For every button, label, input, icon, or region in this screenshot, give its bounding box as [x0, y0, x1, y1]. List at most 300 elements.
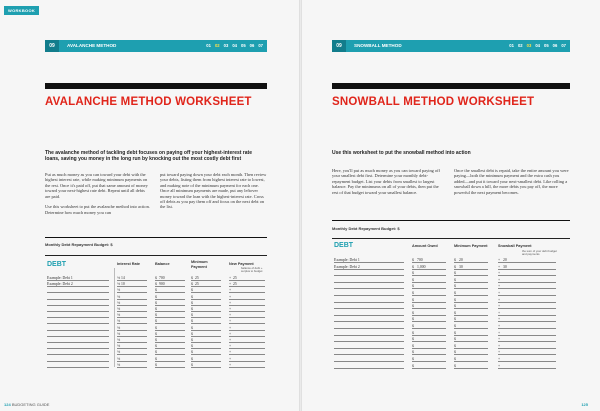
- row-line: [498, 321, 556, 322]
- dollar-sign: $: [412, 291, 414, 295]
- row-line: [334, 275, 404, 276]
- dollar-sign: $: [191, 282, 193, 287]
- row-line: [191, 280, 221, 281]
- row-line: [498, 308, 556, 309]
- row-line: [454, 295, 488, 296]
- step-indicator: [509, 40, 566, 52]
- intro-text: The avalanche method of tackling debt focuses on paying off your highest-interest rate loans, saving you money in the long run by knocking out the most costly debt first: [45, 150, 252, 162]
- row-line: [229, 311, 265, 312]
- dollar-sign: $: [412, 343, 414, 348]
- dollar-sign: $: [191, 325, 193, 330]
- row-line: [155, 280, 185, 281]
- step-01: 01: [509, 43, 514, 48]
- row-line: [412, 348, 446, 349]
- dollar-sign: $: [454, 264, 456, 269]
- dollar-sign: $: [412, 271, 414, 276]
- row-line: [498, 315, 556, 316]
- row-line: [334, 295, 404, 296]
- dollar-sign: $: [412, 304, 414, 309]
- percent-sign: %: [117, 307, 121, 311]
- percent-sign: %: [117, 276, 121, 280]
- col-minimum-payment: Minimum Payment: [454, 244, 488, 248]
- plus-sign: +: [498, 343, 501, 348]
- row-line: [498, 275, 556, 276]
- plus-sign: +: [229, 282, 232, 287]
- row-line: [155, 342, 185, 343]
- dollar-sign: $: [454, 317, 456, 322]
- body-column-1: Here, you'll put as much money as you can toward paying off your smallest debt first. Determine your monthly debt-repayment budget. List your debts from smallest to largest balance. Pay the minimums on all of your debts, then put the rest of that budget toward your smallest balance.: [332, 168, 441, 195]
- amount-owed-cell: 1,000: [417, 264, 426, 269]
- dollar-sign: $: [155, 319, 157, 324]
- row-line: [412, 354, 446, 355]
- chapter-title: SNOWBALL METHOD: [354, 43, 402, 48]
- dollar-sign: $: [454, 277, 456, 282]
- row-line: [117, 330, 147, 331]
- plus-sign: +: [229, 288, 232, 293]
- row-line: [155, 336, 185, 337]
- row-line: [155, 311, 185, 312]
- row-line: [47, 342, 109, 343]
- plus-sign: +: [498, 317, 501, 322]
- row-line: [117, 367, 147, 368]
- plus-sign: +: [229, 356, 232, 361]
- percent-sign: %: [117, 288, 121, 293]
- row-line: [155, 354, 185, 355]
- row-line: [454, 288, 488, 289]
- table-top-rule: [45, 255, 267, 256]
- dollar-sign: $: [454, 330, 456, 335]
- row-line: [412, 321, 446, 322]
- chapter-number: 09: [332, 40, 346, 52]
- row-line: [155, 367, 185, 368]
- row-line: [229, 299, 265, 300]
- step-01: 01: [206, 43, 211, 48]
- row-line: [155, 323, 185, 324]
- dollar-sign: $: [155, 276, 157, 280]
- row-line: [47, 311, 109, 312]
- dollar-sign: $: [412, 324, 414, 328]
- plus-sign: +: [229, 344, 232, 349]
- dollar-sign: $: [191, 362, 193, 367]
- body-column-1: Put as much money as you can toward your debt with the highest interest rate, while making minimum payments on the rest. Once it's paid off, put that same amount of money toward your next-highest rate debt. Repeat until all debts are paid. Use this worksheet to put the avalanche method into action. Determine how much money you can: [45, 172, 150, 215]
- plus-sign: +: [229, 331, 232, 336]
- plus-sign: +: [498, 258, 501, 262]
- row-line: [454, 328, 488, 329]
- column-divider: [114, 268, 115, 367]
- debt-name-cell: Example: Debt 1: [334, 258, 360, 262]
- row-line: [117, 292, 147, 293]
- row-line: [498, 295, 556, 296]
- debt-header: DEBT: [334, 242, 354, 249]
- dollar-sign: $: [454, 291, 456, 295]
- plus-sign: +: [229, 307, 232, 311]
- plus-sign: +: [498, 264, 501, 269]
- row-line: [117, 317, 147, 318]
- dollar-sign: $: [454, 337, 456, 342]
- dollar-sign: $: [191, 276, 193, 280]
- row-line: [229, 317, 265, 318]
- row-line: [412, 302, 446, 303]
- row-line: [334, 262, 404, 263]
- row-line: [334, 361, 404, 362]
- col-snowball-payment: Snowball Payment: [498, 244, 532, 248]
- row-line: [117, 342, 147, 343]
- plus-sign: +: [229, 350, 232, 355]
- intro-text: Use this worksheet to put the snowball method into action: [332, 150, 471, 156]
- row-line: [454, 262, 488, 263]
- debt-name-cell: Example: Debt 1: [47, 276, 73, 280]
- row-line: [191, 292, 221, 293]
- dollar-sign: $: [454, 304, 456, 309]
- new-payment-note: balance of debt + surplus to budget: [241, 266, 263, 274]
- row-line: [191, 330, 221, 331]
- row-line: [412, 282, 446, 283]
- dollar-sign: $: [191, 319, 193, 324]
- page-folio: [4, 402, 49, 407]
- budget-label: Monthly Debt Repayment Budget: $: [45, 242, 113, 247]
- row-line: [155, 330, 185, 331]
- step-05: 05: [543, 43, 549, 48]
- chapter-number: 09: [45, 40, 59, 52]
- row-line: [229, 323, 265, 324]
- percent-sign: %: [117, 344, 121, 349]
- dollar-sign: $: [412, 337, 414, 342]
- row-line: [47, 286, 109, 287]
- plus-sign: +: [498, 337, 501, 342]
- row-line: [47, 292, 109, 293]
- row-line: [498, 348, 556, 349]
- interest-rate-cell: 10: [121, 282, 125, 287]
- row-line: [229, 342, 265, 343]
- page-folio: [581, 402, 588, 407]
- row-line: [498, 328, 556, 329]
- row-line: [155, 286, 185, 287]
- debt-name-cell: Example: Debt 2: [47, 282, 73, 287]
- debt-header: DEBT: [47, 261, 67, 268]
- divider-bar: [45, 83, 267, 89]
- row-line: [412, 335, 446, 336]
- dollar-sign: $: [412, 350, 414, 355]
- row-line: [412, 308, 446, 309]
- plus-sign: +: [498, 350, 501, 355]
- row-line: [334, 328, 404, 329]
- row-line: [191, 336, 221, 337]
- minimum-payment-cell: 25: [195, 276, 199, 280]
- plus-sign: +: [498, 363, 501, 368]
- body-column-2: put toward paying down your debt each month. Then review your debts, listing them from highest interest rate to lowest, and making note of the minimum payment for each one. Once all minimum payments are made, put any leftover money toward the loan with the highest-interest rate. Cross off debts as you pay them off and focus on the next debt on the list.: [160, 172, 267, 210]
- dollar-sign: $: [155, 356, 157, 361]
- row-line: [454, 341, 488, 342]
- row-line: [229, 305, 265, 306]
- row-line: [191, 361, 221, 362]
- row-line: [454, 302, 488, 303]
- row-line: [334, 354, 404, 355]
- snowball-payment-note: the sum of your debt budget and payments: [522, 249, 557, 257]
- row-line: [412, 328, 446, 329]
- plus-sign: +: [498, 291, 501, 295]
- row-line: [47, 280, 109, 281]
- row-line: [498, 288, 556, 289]
- folio-text: BUDGETING GUIDE: [11, 402, 50, 407]
- row-line: [454, 282, 488, 283]
- dollar-sign: $: [191, 344, 193, 349]
- row-line: [117, 280, 147, 281]
- row-line: [498, 282, 556, 283]
- row-line: [229, 292, 265, 293]
- row-line: [334, 368, 404, 369]
- body-column-2: Once the smallest debt is repaid, take the entire amount you were paying—both the minimum payment and the extra cash you added—and put it toward your next-smallest debt. Like rolling a snowball down a hill, the more debts you pay off, the more powerful the next payment becomes.: [454, 168, 569, 195]
- dollar-sign: $: [155, 350, 157, 355]
- dollar-sign: $: [412, 258, 414, 262]
- row-line: [498, 262, 556, 263]
- row-line: [412, 288, 446, 289]
- row-line: [498, 302, 556, 303]
- dollar-sign: $: [191, 313, 193, 318]
- dollar-sign: $: [454, 271, 456, 276]
- row-line: [47, 336, 109, 337]
- avalanche-table: [45, 255, 267, 370]
- row-line: [191, 317, 221, 318]
- dollar-sign: $: [191, 300, 193, 305]
- row-line: [334, 321, 404, 322]
- row-line: [334, 341, 404, 342]
- row-line: [412, 262, 446, 263]
- dollar-sign: $: [454, 324, 456, 328]
- row-line: [334, 308, 404, 309]
- dollar-sign: $: [155, 362, 157, 367]
- plus-sign: +: [229, 300, 232, 305]
- dollar-sign: $: [454, 297, 456, 302]
- interest-rate-cell: 14: [121, 276, 125, 280]
- plus-sign: +: [498, 284, 501, 289]
- row-line: [334, 269, 404, 270]
- row-line: [498, 354, 556, 355]
- row-line: [229, 361, 265, 362]
- snowball-payment-cell: 30: [503, 264, 507, 269]
- percent-sign: %: [117, 356, 121, 361]
- dollar-sign: $: [191, 356, 193, 361]
- row-line: [454, 308, 488, 309]
- dollar-sign: $: [412, 297, 414, 302]
- percent-sign: %: [117, 282, 121, 287]
- row-line: [334, 335, 404, 336]
- row-line: [498, 335, 556, 336]
- row-line: [334, 282, 404, 283]
- percent-sign: %: [117, 319, 121, 324]
- col-balance: Balance: [155, 262, 170, 266]
- row-line: [155, 299, 185, 300]
- row-line: [47, 348, 109, 349]
- dollar-sign: $: [454, 357, 456, 361]
- dollar-sign: $: [191, 338, 193, 342]
- dollar-sign: $: [454, 310, 456, 315]
- row-line: [47, 305, 109, 306]
- row-line: [412, 341, 446, 342]
- dollar-sign: $: [412, 264, 414, 269]
- dollar-sign: $: [412, 277, 414, 282]
- step-04: 04: [535, 43, 540, 48]
- row-line: [155, 361, 185, 362]
- dollar-sign: $: [412, 284, 414, 289]
- dollar-sign: $: [191, 288, 193, 293]
- row-line: [412, 275, 446, 276]
- row-line: [229, 367, 265, 368]
- row-line: [191, 311, 221, 312]
- row-line: [191, 342, 221, 343]
- plus-sign: +: [229, 338, 232, 342]
- balance-cell: 700: [159, 276, 165, 280]
- dollar-sign: $: [412, 357, 414, 361]
- row-line: [334, 302, 404, 303]
- minimum-payment-cell: 20: [459, 258, 463, 262]
- plus-sign: +: [498, 357, 501, 361]
- dollar-sign: $: [191, 294, 193, 299]
- plus-sign: +: [498, 297, 501, 302]
- plus-sign: +: [229, 362, 232, 367]
- row-line: [117, 336, 147, 337]
- plus-sign: +: [498, 271, 501, 276]
- percent-sign: %: [117, 331, 121, 336]
- step-07: 07: [258, 43, 263, 48]
- row-line: [47, 330, 109, 331]
- row-line: [412, 361, 446, 362]
- row-line: [334, 348, 404, 349]
- balance-cell: 900: [159, 282, 165, 287]
- table-top-rule: [332, 238, 570, 239]
- row-line: [334, 315, 404, 316]
- budget-label: Monthly Debt Repayment Budget: $: [332, 226, 400, 231]
- row-line: [412, 295, 446, 296]
- dollar-sign: $: [454, 343, 456, 348]
- row-line: [229, 330, 265, 331]
- dollar-sign: $: [155, 288, 157, 293]
- new-payment-cell: 25: [233, 276, 237, 280]
- row-line: [454, 348, 488, 349]
- step-06: 06: [249, 43, 255, 48]
- row-line: [454, 368, 488, 369]
- dollar-sign: $: [454, 284, 456, 289]
- row-line: [155, 348, 185, 349]
- row-line: [117, 299, 147, 300]
- step-06: 06: [552, 43, 558, 48]
- row-line: [117, 323, 147, 324]
- percent-sign: %: [117, 350, 121, 355]
- dollar-sign: $: [454, 363, 456, 368]
- plus-sign: +: [498, 324, 501, 328]
- row-line: [191, 305, 221, 306]
- row-line: [498, 368, 556, 369]
- dollar-sign: $: [155, 338, 157, 342]
- row-line: [117, 311, 147, 312]
- dollar-sign: $: [412, 363, 414, 368]
- page-number: 125: [581, 402, 588, 407]
- minimum-payment-cell: 30: [459, 264, 463, 269]
- page-title: AVALANCHE METHOD WORKSHEET: [45, 96, 252, 108]
- step-03: 03: [526, 43, 532, 48]
- row-line: [191, 348, 221, 349]
- plus-sign: +: [229, 294, 232, 299]
- row-line: [454, 354, 488, 355]
- row-line: [498, 341, 556, 342]
- row-line: [117, 361, 147, 362]
- percent-sign: %: [117, 294, 121, 299]
- percent-sign: %: [117, 300, 121, 305]
- row-line: [117, 348, 147, 349]
- row-line: [498, 361, 556, 362]
- dollar-sign: $: [412, 317, 414, 322]
- divider-bar: [332, 83, 570, 89]
- right-page: [302, 0, 600, 411]
- step-02: 02: [517, 43, 523, 48]
- row-line: [191, 367, 221, 368]
- row-line: [47, 323, 109, 324]
- chapter-title: AVALANCHE METHOD: [67, 43, 117, 48]
- dollar-sign: $: [155, 282, 157, 287]
- dollar-sign: $: [155, 325, 157, 330]
- percent-sign: %: [117, 362, 121, 367]
- debt-name-cell: Example: Debt 2: [334, 264, 360, 269]
- row-line: [454, 361, 488, 362]
- row-line: [229, 348, 265, 349]
- dollar-sign: $: [155, 307, 157, 311]
- plus-sign: +: [498, 330, 501, 335]
- row-line: [191, 286, 221, 287]
- row-line: [229, 354, 265, 355]
- step-07: 07: [561, 43, 566, 48]
- row-line: [117, 305, 147, 306]
- row-line: [117, 286, 147, 287]
- chapter-bar: [332, 40, 570, 52]
- row-line: [229, 280, 265, 281]
- dollar-sign: $: [155, 331, 157, 336]
- col-new-payment: New Payment: [229, 262, 254, 266]
- percent-sign: %: [117, 313, 121, 318]
- row-line: [117, 354, 147, 355]
- new-payment-cell: 25: [233, 282, 237, 287]
- plus-sign: +: [498, 277, 501, 282]
- dollar-sign: $: [155, 300, 157, 305]
- row-line: [191, 354, 221, 355]
- budget-rule: [332, 220, 570, 221]
- plus-sign: +: [229, 276, 232, 280]
- row-line: [229, 286, 265, 287]
- row-line: [191, 323, 221, 324]
- col-amount-owed: Amount Owed: [412, 244, 438, 248]
- dollar-sign: $: [155, 294, 157, 299]
- row-line: [498, 269, 556, 270]
- dollar-sign: $: [412, 310, 414, 315]
- step-02: 02: [214, 43, 220, 48]
- plus-sign: +: [498, 310, 501, 315]
- chapter-bar: [45, 40, 267, 52]
- row-line: [191, 299, 221, 300]
- step-03: 03: [223, 43, 229, 48]
- dollar-sign: $: [454, 350, 456, 355]
- row-line: [47, 367, 109, 368]
- dollar-sign: $: [191, 350, 193, 355]
- row-line: [229, 336, 265, 337]
- step-04: 04: [232, 43, 237, 48]
- row-line: [412, 315, 446, 316]
- row-line: [155, 292, 185, 293]
- dollar-sign: $: [191, 331, 193, 336]
- row-line: [155, 305, 185, 306]
- snowball-table: [332, 238, 570, 375]
- dollar-sign: $: [191, 307, 193, 311]
- amount-owed-cell: 700: [417, 258, 423, 262]
- plus-sign: +: [229, 325, 232, 330]
- plus-sign: +: [498, 304, 501, 309]
